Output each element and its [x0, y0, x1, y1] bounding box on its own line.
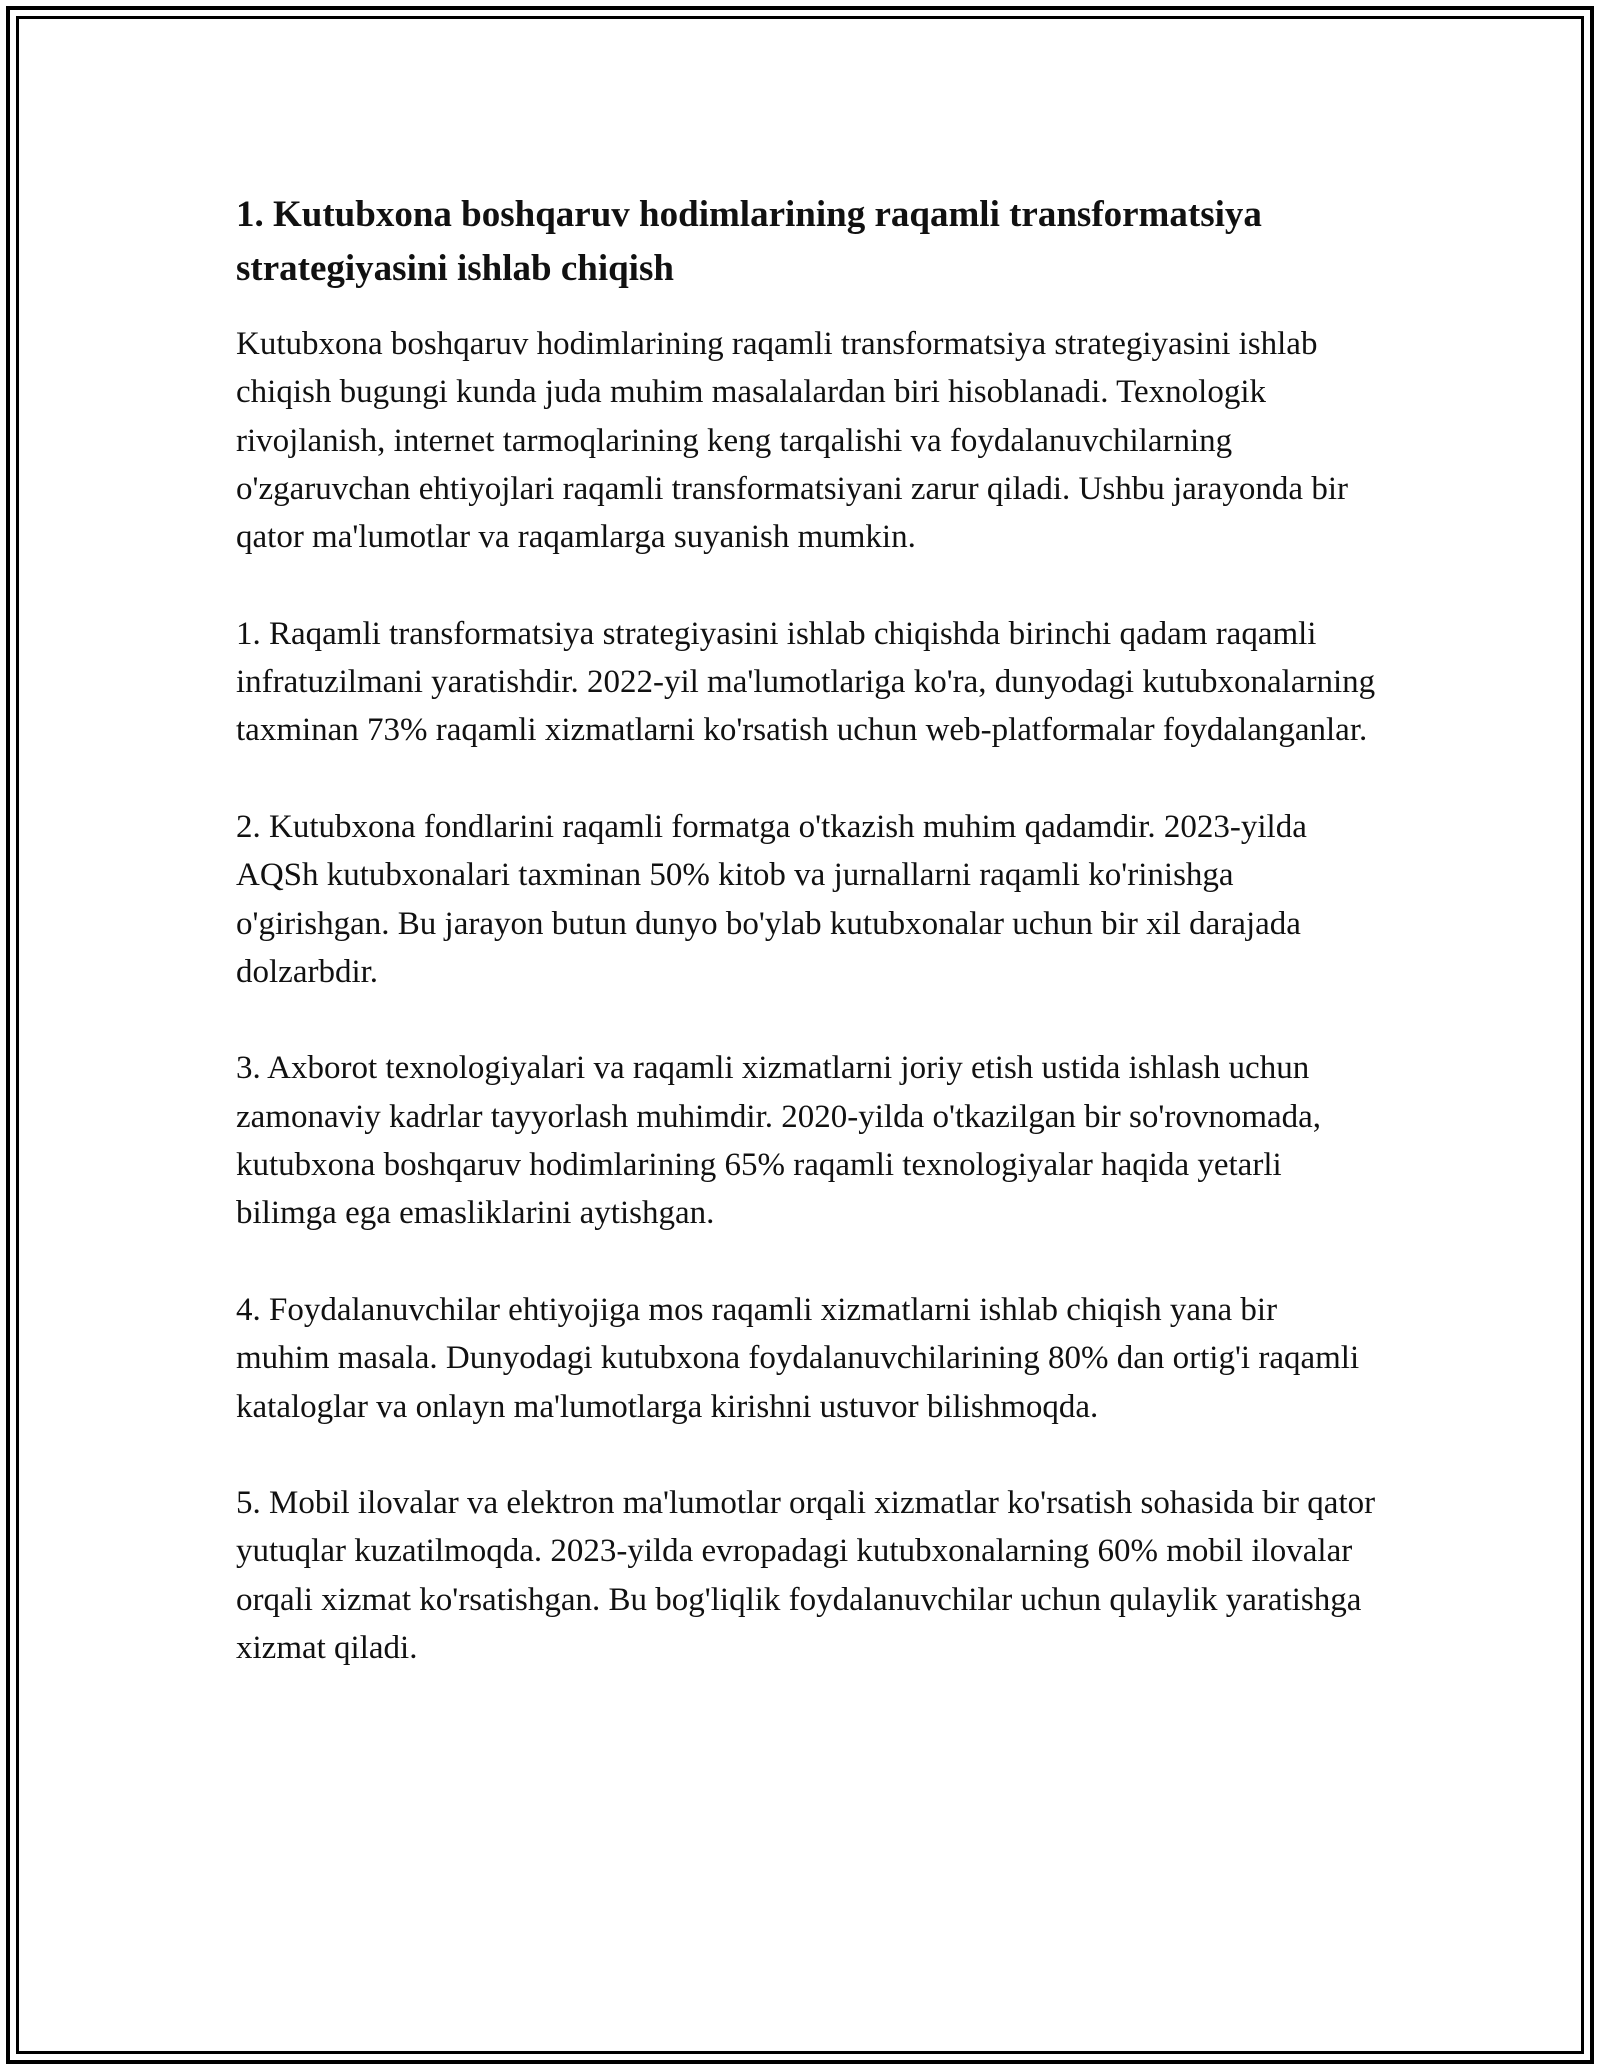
section-heading: 1. Kutubxona boshqaruv hodimlarining raqamli transformatsiya strategiyasini ishlab chiqish — [236, 194, 1262, 289]
point-4-paragraph: 4. Foydalanuvchilar ehtiyojiga mos raqamli xizmatlarni ishlab chiqish yana bir muhim masala. Dunyodagi kutubxona foydalanuvchilarining 80% dan ortig'i raqamli kataloglar va onlayn ma'lumotlarga kirishni ustuvor bilishmoqda. — [236, 1291, 1360, 1425]
point-2-paragraph: 2. Kutubxona fondlarini raqamli formatga o'tkazish muhim qadamdir. 2023-yilda AQSh kutubxonalari taxminan 50% kitob va jurnallarni raqamli ko'rinishga o'girishgan. Bu jarayon butun dunyo bo'ylab kutubxonalar uchun bir xil darajada dolzarbdir. — [236, 808, 1307, 990]
point-5-paragraph: 5. Mobil ilovalar va elektron ma'lumotlar orqali xizmatlar ko'rsatish sohasida bir qator yutuqlar kuzatilmoqda. 2023-yilda evropadagi kutubxonalarning 60% mobil ilovalar orqali xizmat ko'rsatishgan. Bu bog'liqlik foydalanuvchilar uchun qulaylik yaratishga xizmat qiladi. — [236, 1485, 1376, 1667]
intro-paragraph: Kutubxona boshqaruv hodimlarining raqamli transformatsiya strategiyasini ishlab chiqish bugungi kunda juda muhim masalalardan biri hisoblanadi. Texnologik rivojlanish, internet tarmoqlarining keng tarqalishi va foydalanuvchilarning o'zgaruvchan ehtiyojlari raqamli transformatsiyani zarur qiladi. Ushbu jarayonda bir qator ma'lumotlar va raqamlarga suyanish mumkin. — [236, 326, 1348, 556]
document-body — [236, 188, 1376, 1721]
point-3-paragraph: 3. Axborot texnologiyalari va raqamli xizmatlarni joriy etish ustida ishlash uchun zamonaviy kadrlar tayyorlash muhimdir. 2020-yilda o'tkazilgan bir so'rovnomada, kutubxona boshqaruv hodimlarining 65% raqamli texnologiyalar haqida yetarli bilimga ega emasliklarini aytishgan. — [236, 1050, 1322, 1232]
point-1-paragraph: 1. Raqamli transformatsiya strategiyasini ishlab chiqishda birinchi qadam raqamli infratuzilmani yaratishdir. 2022-yil ma'lumotlariga ko'ra, dunyodagi kutubxonalarning taxminan 73% raqamli xizmatlarni ko'rsatish uchun web-platformalar foydalanganlar. — [236, 615, 1376, 749]
